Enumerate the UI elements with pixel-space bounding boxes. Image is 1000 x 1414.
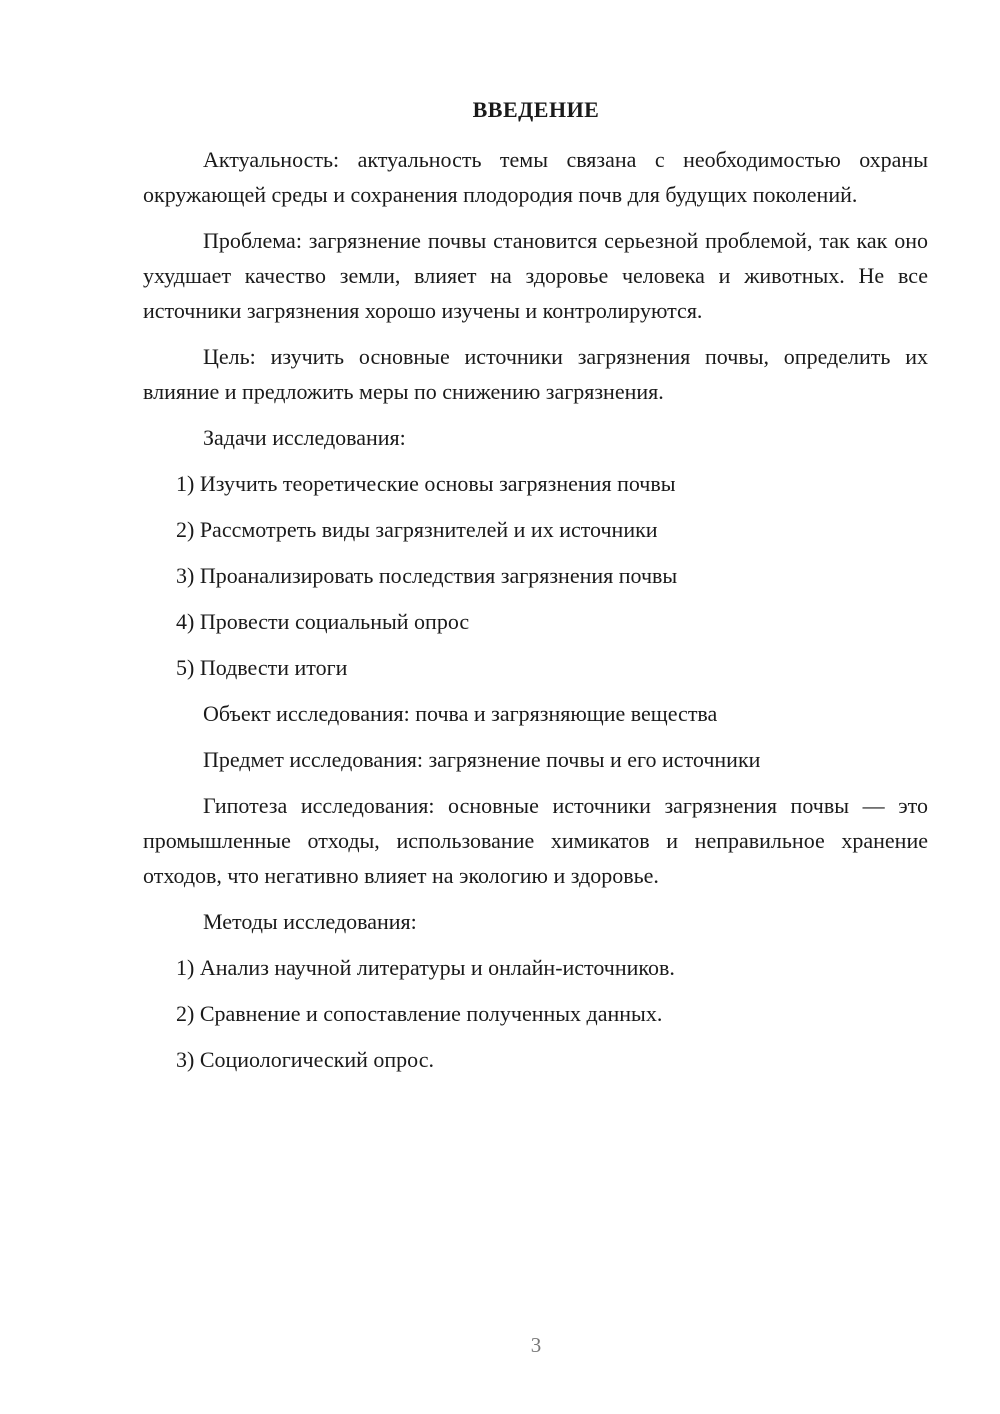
list-item: 3) Социологический опрос. [176, 1047, 434, 1072]
list-item: 1) Изучить теоретические основы загрязнения почвы [176, 471, 676, 496]
subject-paragraph: Предмет исследования: загрязнение почвы и его источники [203, 747, 761, 772]
problem-paragraph: Проблема: загрязнение почвы становится серьезной проблемой, так как оно ухудшает качество земли, влияет на здоровье человека и животных. Не все источники загрязнения хорошо изучены и контролируются. [143, 228, 928, 323]
list-item: 3) Проанализировать последствия загрязнения почвы [176, 563, 678, 588]
list-item: 4) Провести социальный опрос [176, 609, 470, 634]
relevance-paragraph: Актуальность: актуальность темы связана с необходимостью охраны окружающей среды и сохранения плодородия почв для будущих поколений. [143, 147, 928, 207]
methods-heading: Методы исследования: [203, 909, 417, 934]
hypothesis-paragraph: Гипотеза исследования: основные источники загрязнения почвы — это промышленные отходы, использование химикатов и неправильное хранение отходов, что негативно влияет на экологию и здоровье. [143, 793, 928, 888]
list-item: 5) Подвести итоги [176, 655, 348, 680]
object-paragraph: Объект исследования: почва и загрязняющие вещества [203, 701, 718, 726]
list-item: 1) Анализ научной литературы и онлайн-источников. [176, 955, 675, 980]
page-number: 3 [530, 1333, 542, 1357]
list-item: 2) Рассмотреть виды загрязнителей и их источники [176, 517, 658, 542]
list-item: 2) Сравнение и сопоставление полученных данных. [176, 1001, 663, 1026]
page-title: ВВЕДЕНИЕ [472, 97, 600, 122]
tasks-heading: Задачи исследования: [203, 425, 406, 450]
document-body [143, 142, 928, 1077]
goal-paragraph: Цель: изучить основные источники загрязнения почвы, определить их влияние и предложить меры по снижению загрязнения. [143, 344, 928, 404]
